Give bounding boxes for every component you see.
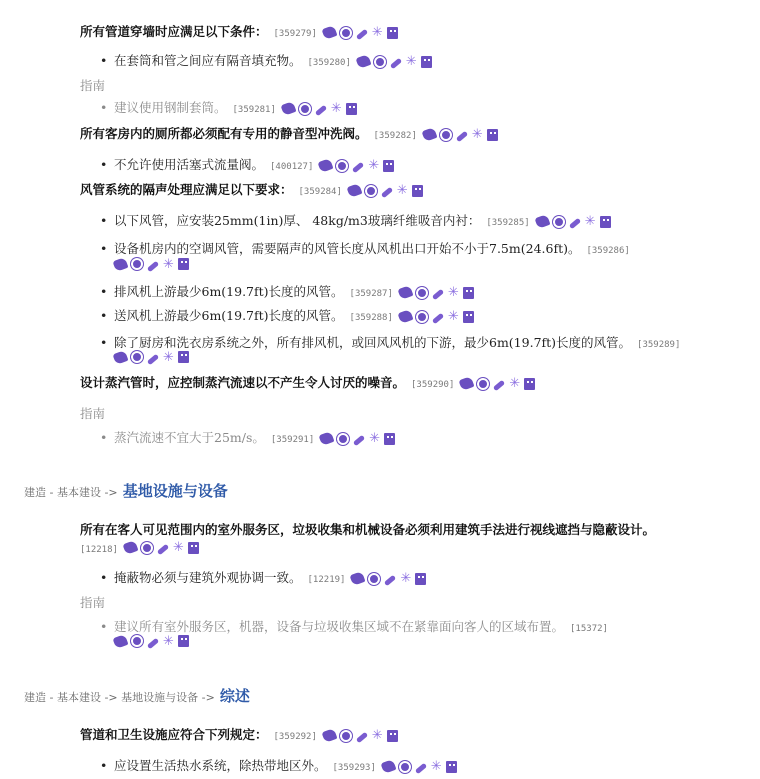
category-icons bbox=[323, 729, 398, 743]
gear-icon bbox=[367, 572, 381, 586]
handshake-icon bbox=[321, 25, 337, 40]
handshake-icon bbox=[113, 350, 129, 365]
rule-359279 bbox=[80, 24, 398, 42]
brush-icon bbox=[157, 544, 169, 556]
brush-icon bbox=[356, 29, 368, 41]
item-code[interactable]: [12219] bbox=[307, 575, 346, 585]
category-icons bbox=[357, 55, 432, 69]
gear-icon bbox=[415, 310, 429, 324]
breadcrumb-trail[interactable]: 建造 - 基本建设 -> 基地设施与设备 -> bbox=[24, 691, 215, 704]
gear-icon bbox=[130, 350, 144, 364]
building-icon bbox=[415, 573, 426, 585]
brush-icon bbox=[356, 732, 368, 744]
category-icons bbox=[348, 184, 423, 198]
brush-icon bbox=[384, 575, 396, 587]
item-text: 除了厨房和洗衣房系统之外，所有排风机，或回风风机的下游，最少6m(19.7ft)长度的风管。 bbox=[114, 335, 632, 350]
building-icon bbox=[421, 56, 432, 68]
handshake-icon bbox=[534, 214, 550, 229]
building-icon bbox=[446, 761, 457, 773]
item-code[interactable]: [400127] bbox=[270, 162, 314, 172]
building-icon bbox=[383, 160, 394, 172]
item-text: 在套筒和管之间应有隔音填充物。 bbox=[114, 53, 302, 68]
category-icons bbox=[399, 286, 474, 300]
building-icon bbox=[178, 635, 189, 647]
list-item: • 设备机房内的空调风管，需要隔声的风管长度从风机出口开始不小于7.5m(24.6ft)。 [359286] bbox=[100, 241, 630, 256]
building-icon bbox=[346, 103, 357, 115]
gear-icon bbox=[140, 541, 154, 555]
brush-icon bbox=[456, 131, 468, 143]
item-text: 掩蔽物必须与建筑外观协调一致。 bbox=[114, 570, 302, 585]
item-code[interactable]: [15372] bbox=[570, 624, 608, 634]
gear-icon bbox=[298, 102, 312, 116]
item-text: 建议使用钢制套筒。 bbox=[114, 100, 227, 115]
breadcrumb bbox=[24, 483, 228, 501]
category-icons bbox=[114, 350, 189, 364]
category-icons bbox=[323, 26, 398, 40]
category-icons bbox=[320, 432, 395, 446]
category-icons bbox=[423, 128, 498, 142]
rule-text: 设计蒸汽管时，应控制蒸汽流速以不产生令人讨厌的噪音。 bbox=[80, 375, 406, 390]
item-text: 以下风管，应安装25mm(1in)厚、 48kg/m3玻璃纤维吸音内衬： bbox=[114, 213, 481, 228]
gear-icon bbox=[364, 184, 378, 198]
guide-item: • 建议所有室外服务区，机器，设备与垃圾收集区域不在紧靠面向客人的区域布置。 [15372] bbox=[100, 619, 608, 634]
guide-item: • 建议使用钢制套筒。 [359281] ✳ bbox=[100, 100, 357, 118]
item-code[interactable]: [359280] bbox=[307, 58, 351, 68]
rule-359284 bbox=[80, 182, 423, 200]
building-icon bbox=[463, 311, 474, 323]
handshake-icon bbox=[113, 257, 129, 272]
handshake-icon bbox=[397, 309, 413, 324]
handshake-icon bbox=[318, 158, 334, 173]
guide-label: 指南 bbox=[80, 406, 106, 421]
building-icon bbox=[178, 351, 189, 363]
item-text: 送风机上游最少6m(19.7ft)长度的风管。 bbox=[114, 308, 344, 323]
sparkle-icon: ✳ bbox=[163, 256, 174, 272]
item-code[interactable]: [359285] bbox=[486, 218, 530, 228]
brush-icon bbox=[415, 763, 427, 775]
rule-text: 所有在客人可见范围内的室外服务区，垃圾收集和机械设备必须利用建筑手法进行视线遮挡与隐蔽设计。 bbox=[80, 522, 656, 537]
rule-text: 管道和卫生设施应符合下列规定： bbox=[80, 727, 268, 742]
handshake-icon bbox=[355, 54, 371, 69]
handshake-icon bbox=[459, 376, 475, 391]
gear-icon bbox=[336, 432, 350, 446]
handshake-icon bbox=[350, 571, 366, 586]
rule-359292 bbox=[80, 727, 398, 745]
rule-359282 bbox=[80, 126, 498, 144]
sparkle-icon: ✳ bbox=[430, 759, 442, 774]
brush-icon bbox=[381, 187, 393, 199]
item-text: 建议所有室外服务区，机器，设备与垃圾收集区域不在紧靠面向客人的区域布置。 bbox=[114, 619, 565, 634]
gear-icon bbox=[552, 215, 566, 229]
item-text: 排风机上游最少6m(19.7ft)长度的风管。 bbox=[114, 284, 344, 299]
brush-icon bbox=[352, 162, 364, 174]
sparkle-icon: ✳ bbox=[447, 309, 459, 324]
item-text: 蒸汽流速不宜大于25m/s。 bbox=[114, 430, 265, 445]
rule-text: 所有客房内的厕所都必须配有专用的静音型冲洗阀。 bbox=[80, 126, 368, 141]
category-icons bbox=[460, 377, 535, 391]
list-item: • 送风机上游最少6m(19.7ft)长度的风管。 [359288] ✳ bbox=[100, 308, 474, 326]
list-item: • 在套筒和管之间应有隔音填充物。 [359280] ✳ bbox=[100, 53, 432, 71]
list-item: • 不允许使用活塞式流量阀。 [400127] ✳ bbox=[100, 157, 394, 175]
guide-label: 指南 bbox=[80, 78, 106, 93]
item-code[interactable]: [359291] bbox=[270, 435, 315, 445]
brush-icon bbox=[432, 289, 444, 301]
rule-code[interactable]: [359279] bbox=[273, 29, 317, 39]
sparkle-icon: ✳ bbox=[371, 728, 383, 743]
sparkle-icon: ✳ bbox=[172, 540, 184, 555]
building-icon bbox=[524, 378, 535, 390]
sparkle-icon: ✳ bbox=[405, 54, 417, 69]
category-icons bbox=[114, 634, 189, 648]
item-code[interactable]: [359289] bbox=[637, 340, 681, 350]
rule-359290 bbox=[80, 375, 535, 393]
handshake-icon bbox=[122, 540, 138, 555]
brush-icon bbox=[353, 435, 365, 447]
category-icons bbox=[382, 760, 457, 774]
section-title: 综述 bbox=[219, 687, 250, 705]
item-code[interactable]: [359293] bbox=[332, 763, 376, 773]
building-icon bbox=[387, 730, 398, 742]
guide-label: 指南 bbox=[80, 595, 106, 610]
list-item: • 除了厨房和洗衣房系统之外，所有排风机，或回风风机的下游，最少6m(19.7ft)长度的风管。 [359289] bbox=[100, 335, 681, 350]
handshake-icon bbox=[380, 759, 396, 774]
gear-icon bbox=[130, 257, 144, 271]
gear-icon bbox=[373, 55, 387, 69]
gear-icon bbox=[415, 286, 429, 300]
sparkle-icon: ✳ bbox=[163, 633, 174, 649]
building-icon bbox=[412, 185, 423, 197]
item-code[interactable]: [359288] bbox=[349, 313, 393, 323]
category-icons bbox=[351, 572, 426, 586]
handshake-icon bbox=[346, 183, 362, 198]
handshake-icon bbox=[319, 431, 335, 446]
rule-code[interactable]: [359292] bbox=[273, 732, 317, 742]
sparkle-icon: ✳ bbox=[396, 183, 408, 198]
list-item: • 应设置生活热水系统，除热带地区外。 [359293] ✳ bbox=[100, 758, 457, 776]
gear-icon bbox=[130, 634, 144, 648]
gear-icon bbox=[398, 760, 412, 774]
handshake-icon bbox=[280, 101, 296, 116]
sparkle-icon: ✳ bbox=[400, 571, 412, 586]
sparkle-icon: ✳ bbox=[471, 127, 483, 142]
gear-icon bbox=[339, 729, 353, 743]
list-item: • 以下风管，应安装25mm(1in)厚、 48kg/m3玻璃纤维吸音内衬： [359285] ✳ bbox=[100, 213, 611, 231]
item-code[interactable]: [359287] bbox=[349, 289, 393, 299]
list-item: • 掩蔽物必须与建筑外观协调一致。 [12219] ✳ bbox=[100, 570, 426, 588]
rule-12218 bbox=[80, 522, 655, 538]
rule-12218-meta bbox=[80, 539, 199, 558]
building-icon bbox=[384, 433, 395, 445]
building-icon bbox=[463, 287, 474, 299]
sparkle-icon: ✳ bbox=[509, 376, 521, 391]
sparkle-icon: ✳ bbox=[371, 25, 383, 40]
brush-icon bbox=[493, 380, 505, 392]
building-icon bbox=[487, 129, 498, 141]
handshake-icon bbox=[113, 634, 129, 649]
brush-icon bbox=[568, 218, 580, 230]
brush-icon bbox=[147, 353, 159, 365]
rule-code[interactable]: [359290] bbox=[411, 380, 455, 390]
handshake-icon bbox=[421, 127, 437, 142]
brush-icon bbox=[315, 105, 327, 117]
category-icons bbox=[536, 215, 611, 229]
brush-icon bbox=[390, 58, 402, 70]
item-code[interactable]: [359281] bbox=[232, 105, 276, 115]
rule-code[interactable]: [359284] bbox=[298, 187, 342, 197]
category-icons bbox=[399, 310, 474, 324]
item-code[interactable]: [359286] bbox=[586, 246, 630, 256]
section-title: 基地设施与设备 bbox=[122, 482, 228, 500]
breadcrumb bbox=[24, 688, 250, 706]
category-icons bbox=[319, 159, 394, 173]
rule-code[interactable]: [12218] bbox=[80, 545, 118, 555]
sparkle-icon: ✳ bbox=[447, 285, 459, 300]
sparkle-icon: ✳ bbox=[368, 158, 380, 173]
guide-item: • 蒸汽流速不宜大于25m/s。 [359291] ✳ bbox=[100, 430, 395, 448]
building-icon bbox=[178, 258, 189, 270]
sparkle-icon: ✳ bbox=[584, 214, 596, 229]
sparkle-icon: ✳ bbox=[163, 349, 174, 365]
handshake-icon bbox=[321, 728, 337, 743]
category-icons bbox=[124, 541, 199, 555]
gear-icon bbox=[439, 128, 453, 142]
building-icon bbox=[188, 542, 199, 554]
gear-icon bbox=[339, 26, 353, 40]
rule-text: 所有管道穿墙时应满足以下条件： bbox=[80, 24, 268, 39]
breadcrumb-trail[interactable]: 建造 - 基本建设 -> bbox=[24, 486, 118, 499]
category-icons bbox=[114, 257, 189, 271]
brush-icon bbox=[432, 313, 444, 325]
building-icon bbox=[600, 216, 611, 228]
rule-code[interactable]: [359282] bbox=[373, 131, 417, 141]
category-icons bbox=[282, 102, 357, 116]
brush-icon bbox=[147, 637, 159, 649]
gear-icon bbox=[335, 159, 349, 173]
sparkle-icon: ✳ bbox=[369, 431, 381, 446]
rule-text: 风管系统的隔声处理应满足以下要求： bbox=[80, 182, 293, 197]
gear-icon bbox=[476, 377, 490, 391]
building-icon bbox=[387, 27, 398, 39]
brush-icon bbox=[147, 260, 159, 272]
item-text: 不允许使用活塞式流量阀。 bbox=[114, 157, 265, 172]
item-text: 设备机房内的空调风管，需要隔声的风管长度从风机出口开始不小于7.5m(24.6ft)。 bbox=[114, 241, 581, 256]
list-item: • 排风机上游最少6m(19.7ft)长度的风管。 [359287] ✳ bbox=[100, 284, 474, 302]
sparkle-icon: ✳ bbox=[330, 101, 342, 116]
handshake-icon bbox=[397, 285, 413, 300]
item-text: 应设置生活热水系统，除热带地区外。 bbox=[114, 758, 327, 773]
